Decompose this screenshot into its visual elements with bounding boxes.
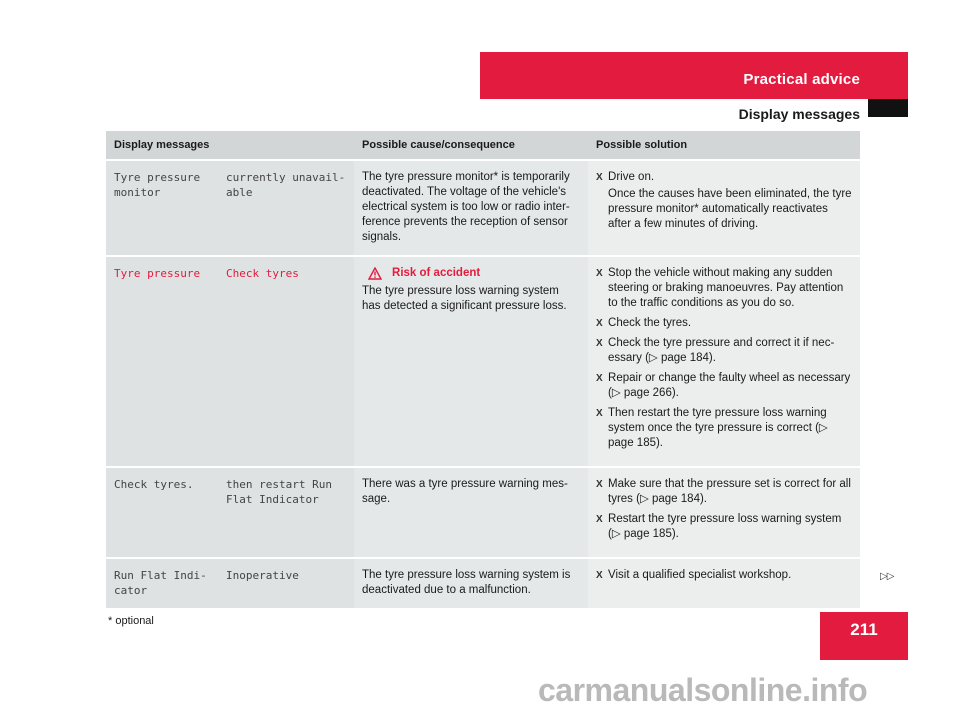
header-tab-marker bbox=[868, 99, 908, 117]
display-message-line2: Check tyres bbox=[218, 256, 354, 467]
display-message-line1: Run Flat Indi- cator bbox=[106, 558, 218, 609]
solution-text: Stop the vehicle without making any sudden steering or braking manoeuvres. Pay attention to the traffic conditions as you do so. bbox=[608, 267, 844, 309]
solution-cell bbox=[588, 467, 860, 558]
footnote: * optional bbox=[108, 615, 154, 627]
display-message-line1: Tyre pressure bbox=[106, 256, 218, 467]
solution-text: Restart the tyre pressure loss warning system (▷ page 185). bbox=[608, 513, 842, 540]
bullet-x-icon: X bbox=[596, 408, 603, 419]
solution-text: Check the tyre pressure and correct it if nec-essary (▷ page 184). bbox=[608, 337, 835, 364]
solution-list bbox=[596, 170, 852, 232]
table-row bbox=[106, 256, 860, 467]
table-row bbox=[106, 467, 860, 558]
bullet-x-icon: X bbox=[596, 570, 603, 581]
solution-item bbox=[596, 477, 852, 507]
table-header-row bbox=[106, 131, 860, 160]
bullet-x-icon: X bbox=[596, 479, 603, 490]
solution-note: Once the causes have been eliminated, the tyre pressure monitor* automatically reactivates after a few minutes of driving. bbox=[608, 188, 852, 230]
display-message-line1: Tyre pressure monitor bbox=[106, 160, 218, 256]
bullet-x-icon: X bbox=[596, 318, 603, 329]
display-message-line2: then restart Run Flat Indicator bbox=[218, 467, 354, 558]
cause-text: The tyre pressure loss warning system has detected a significant pressure loss. bbox=[362, 285, 567, 312]
bullet-x-icon: X bbox=[596, 514, 603, 525]
solution-text: Check the tyres. bbox=[608, 317, 692, 329]
cause-text: The tyre pressure loss warning system is deactivated due to a malfunction. bbox=[362, 569, 571, 596]
solution-text: Drive on. bbox=[608, 171, 655, 183]
display-messages-table bbox=[106, 131, 860, 610]
solution-list bbox=[596, 568, 852, 583]
section-title: Practical advice bbox=[743, 71, 860, 88]
column-header-solution: Possible solution bbox=[588, 131, 860, 160]
solution-list bbox=[596, 266, 852, 451]
table-row bbox=[106, 558, 860, 609]
continue-arrows-icon: ▷▷ bbox=[880, 571, 894, 582]
solution-item bbox=[596, 316, 852, 331]
column-header-cause: Possible cause/consequence bbox=[354, 131, 588, 160]
solution-text: Visit a qualified specialist workshop. bbox=[608, 569, 792, 581]
solution-item bbox=[596, 568, 852, 583]
display-message-line1: Check tyres. bbox=[106, 467, 218, 558]
solution-list bbox=[596, 477, 852, 542]
bullet-x-icon: X bbox=[596, 172, 603, 183]
cause-cell bbox=[354, 256, 588, 467]
cause-cell bbox=[354, 467, 588, 558]
display-message-line2: currently unavail- able bbox=[218, 160, 354, 256]
page-number-box bbox=[820, 612, 908, 660]
solution-cell bbox=[588, 160, 860, 256]
solution-item bbox=[596, 512, 852, 542]
table-body bbox=[106, 160, 860, 609]
column-header-display-messages: Display messages bbox=[106, 131, 354, 160]
warning-triangle-icon bbox=[368, 267, 382, 280]
warning-heading bbox=[362, 266, 580, 281]
solution-item bbox=[596, 170, 852, 232]
bullet-x-icon: X bbox=[596, 373, 603, 384]
solution-text: Then restart the tyre pressure loss warning system once the tyre pressure is correct (▷ page 185). bbox=[608, 407, 828, 449]
bullet-x-icon: X bbox=[596, 268, 603, 279]
solution-item bbox=[596, 336, 852, 366]
cause-cell bbox=[354, 160, 588, 256]
bullet-x-icon: X bbox=[596, 338, 603, 349]
solution-text: Repair or change the faulty wheel as necessary (▷ page 266). bbox=[608, 372, 851, 399]
solution-item bbox=[596, 266, 852, 311]
solution-cell bbox=[588, 256, 860, 467]
cause-text: The tyre pressure monitor* is temporarily deactivated. The voltage of the vehicle's electrical system is too low or radio inter-ference prevents the reception of sensor signals. bbox=[362, 171, 570, 243]
warning-text: Risk of accident bbox=[392, 267, 481, 279]
page-number: 211 bbox=[850, 620, 878, 639]
table-row bbox=[106, 160, 860, 256]
page-subtitle: Display messages bbox=[738, 106, 860, 122]
solution-item bbox=[596, 371, 852, 401]
cause-text: There was a tyre pressure warning mes-sage. bbox=[362, 478, 568, 505]
display-message-line2: Inoperative bbox=[218, 558, 354, 609]
solution-cell bbox=[588, 558, 860, 609]
header-band bbox=[480, 52, 908, 99]
watermark: carmanualsonline.info bbox=[538, 672, 868, 708]
solution-item bbox=[596, 406, 852, 451]
cause-cell bbox=[354, 558, 588, 609]
solution-text: Make sure that the pressure set is correct for all tyres (▷ page 184). bbox=[608, 478, 851, 505]
